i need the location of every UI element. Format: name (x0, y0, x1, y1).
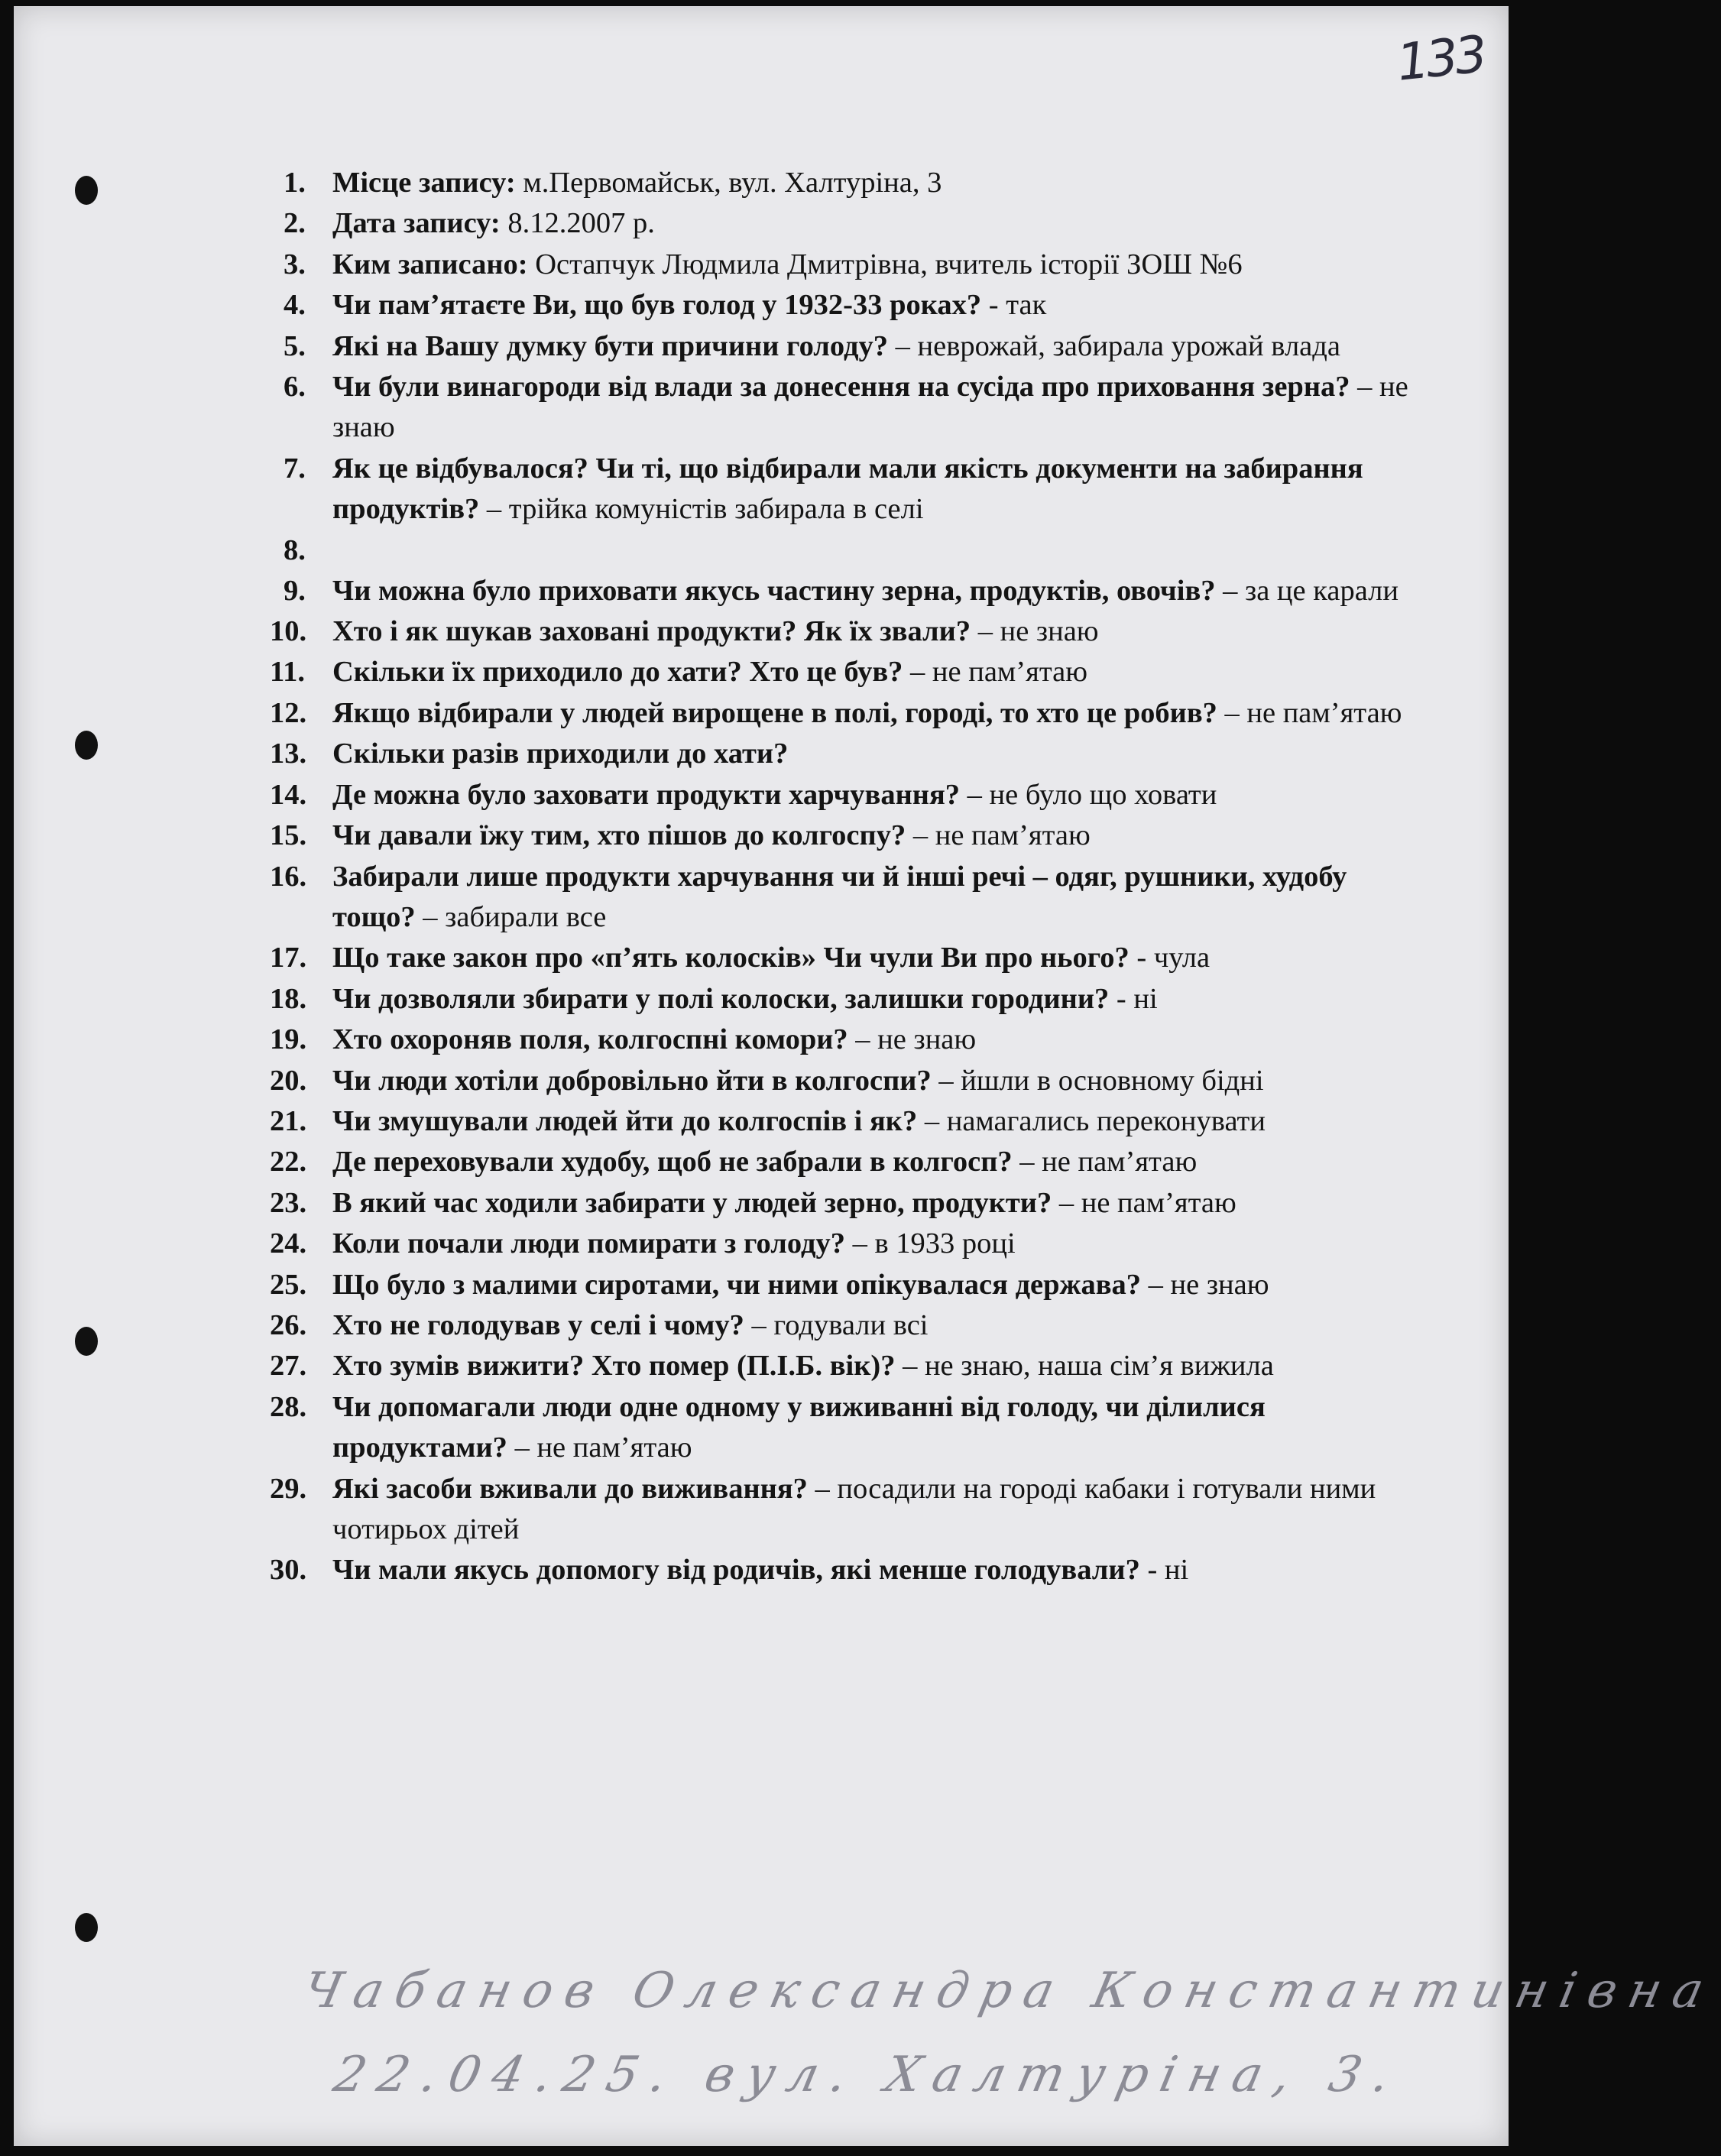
question-number: 12. (270, 696, 307, 729)
question-text: Місце запису: (332, 167, 516, 199)
question-number: 8. (284, 533, 306, 566)
question-number: 17. (270, 942, 307, 974)
question-text: Де переховували худобу, щоб не забрали в колгосп? (332, 1146, 1013, 1179)
question-text: Чи давали їжу тим, хто пішов до колгоспу? (332, 819, 906, 852)
question-item (270, 1305, 1416, 1346)
answer-text: – не знаю, наша сім’я вижила (895, 1350, 1274, 1383)
question-number: 5. (284, 329, 306, 362)
question-item (270, 652, 1416, 692)
question-item (270, 1020, 1416, 1060)
question-item (270, 775, 1416, 815)
question-text: Коли почали люди помирати з голоду? (332, 1227, 845, 1260)
question-number: 15. (270, 819, 307, 852)
question-text: В який час ходили забирати у людей зерно, продукти? (332, 1186, 1052, 1219)
question-text: Дата запису: (332, 207, 501, 240)
question-number: 28. (270, 1390, 307, 1423)
question-item (270, 530, 1416, 571)
question-number: 21. (270, 1104, 307, 1137)
question-item (270, 1142, 1416, 1182)
answer-text: – не знаю (1141, 1268, 1269, 1301)
question-item (270, 571, 1416, 611)
question-number: 13. (270, 738, 307, 770)
question-text: Скільки їх приходило до хати? Хто це був? (332, 656, 903, 689)
answer-text: - ні (1109, 982, 1158, 1015)
answer-text: – не пам’ятаю (903, 656, 1087, 689)
question-number: 14. (270, 778, 307, 811)
question-item (270, 203, 1416, 244)
answer-text: – не знаю (848, 1023, 977, 1056)
question-text: Чи можна було приховати якусь частину зерна, продуктів, овочів? (332, 574, 1216, 607)
answer-text: – за це карали (1215, 574, 1399, 607)
question-text: Хто і як шукав заховані продукти? Як їх звали? (332, 615, 971, 648)
question-item (270, 1101, 1416, 1142)
answer-text: – не було що ховати (960, 778, 1217, 811)
question-item (270, 1265, 1416, 1305)
answer-text: - так (981, 289, 1047, 322)
answer-text: - ні (1139, 1554, 1189, 1587)
answer-text: – не пам’ятаю (1052, 1186, 1236, 1219)
question-text: Хто охороняв поля, колгоспні комори? (332, 1023, 848, 1056)
question-number: 2. (284, 207, 306, 240)
answer-text: м.Первомайськ, вул. Халтуріна, 3 (515, 167, 942, 199)
answer-text: – намагались переконувати (917, 1104, 1266, 1137)
question-number: 3. (284, 248, 306, 280)
answer-text: – йшли в основному бідні (931, 1064, 1264, 1097)
question-text: Що таке закон про «п’ять колосків» Чи чули Ви про нього? (332, 942, 1130, 974)
question-number: 20. (270, 1064, 307, 1097)
question-item (270, 938, 1416, 978)
punch-hole (75, 731, 98, 760)
question-item (270, 1387, 1416, 1469)
question-number: 25. (270, 1268, 307, 1301)
question-item (270, 857, 1416, 939)
answer-text: – трійка комуністів забирала в селі (479, 493, 924, 526)
question-item (270, 693, 1416, 734)
punch-hole (75, 1913, 98, 1942)
question-item (270, 1550, 1416, 1590)
punch-hole (75, 176, 98, 205)
question-number: 6. (284, 371, 306, 404)
question-number: 24. (270, 1227, 307, 1260)
question-text: Чи люди хотіли добровільно йти в колгоспи? (332, 1064, 932, 1097)
question-item (270, 1224, 1416, 1264)
question-number: 16. (270, 860, 307, 893)
question-number: 1. (284, 167, 306, 199)
question-number: 19. (270, 1023, 307, 1056)
question-number: 30. (270, 1554, 307, 1587)
question-number: 26. (270, 1308, 307, 1341)
answer-text: – годували всі (744, 1308, 929, 1341)
handwritten-signature (298, 1963, 1721, 2138)
answer-text: – не знаю (332, 371, 1408, 444)
question-text: Чи змушували людей йти до колгоспів і як? (332, 1104, 918, 1137)
question-text: Чи допомагали люди одне одному у виживанні від голоду, чи ділилися продуктами? (332, 1390, 1266, 1464)
question-item (270, 815, 1416, 856)
answer-text: – не пам’ятаю (906, 819, 1091, 852)
question-text: Які засоби вживали до виживання? (332, 1472, 808, 1505)
question-number: 4. (284, 289, 306, 322)
question-item (270, 734, 1416, 774)
answer-text: 8.12.2007 р. (500, 207, 655, 240)
answer-text: – в 1933 році (844, 1227, 1016, 1260)
question-item (270, 449, 1416, 530)
answer-text: – посадили на городі кабаки і готували ними чотирьох дітей (332, 1472, 1376, 1545)
question-text: Чи були винагороди від влади за донесення на сусіда про приховання зерна? (332, 371, 1350, 404)
question-item (270, 611, 1416, 652)
page-number: 133 (1394, 24, 1487, 92)
question-item (270, 285, 1416, 326)
signature-date-address: 22.04.25. вул. Халтуріна, 3. (329, 2047, 1408, 2103)
question-text: Скільки разів приходили до хати? (332, 738, 789, 770)
question-number: 22. (270, 1146, 307, 1179)
question-item (270, 245, 1416, 285)
question-text: Забирали лише продукти харчування чи й інші речі – одяг, рушники, худобу тощо? (332, 860, 1347, 933)
answer-text: – не пам’ятаю (1217, 696, 1402, 729)
question-text: Хто зумів вижити? Хто помер (П.І.Б. вік)? (332, 1350, 896, 1383)
question-number: 11. (270, 656, 306, 689)
answer-text: – забирали все (415, 900, 607, 933)
question-text: Чи дозволяли збирати у полі колоски, залишки городини? (332, 982, 1110, 1015)
question-number: 27. (270, 1350, 307, 1383)
question-item (270, 979, 1416, 1020)
punch-hole (75, 1327, 98, 1356)
answer-text: – не знаю (971, 615, 1099, 648)
question-text: Якщо відбирали у людей вирощене в полі, городі, то хто це робив? (332, 696, 1217, 729)
question-text: Де можна було заховати продукти харчування? (332, 778, 961, 811)
question-text: Що було з малими сиротами, чи ними опікувалася держава? (332, 1268, 1142, 1301)
question-item (270, 1469, 1416, 1551)
question-number: 29. (270, 1472, 307, 1505)
question-text: Чи пам’ятаєте Ви, що був голод у 1932-33 роках? (332, 289, 982, 322)
signature-name: Чабанов Олександра Константинівна (298, 1963, 1721, 2019)
question-text: Як це відбувалося? Чи ті, що відбирали мали якість документи на забирання продуктів? (332, 452, 1363, 526)
question-number: 9. (284, 574, 306, 607)
question-text: Ким записано: (332, 248, 528, 280)
question-text: Хто не голодував у селі і чому? (332, 1308, 744, 1341)
question-number: 23. (270, 1186, 307, 1219)
question-item (270, 163, 1416, 203)
document-page (14, 6, 1721, 2146)
answer-text: – неврожай, забирала урожай влада (888, 329, 1340, 362)
question-text: Які на Вашу думку бути причини голоду? (332, 329, 889, 362)
questionnaire-list (270, 163, 1416, 1591)
answer-text: – не пам’ятаю (1012, 1146, 1198, 1179)
question-item (270, 367, 1416, 449)
answer-text: - чула (1129, 942, 1211, 974)
question-item (270, 1346, 1416, 1386)
answer-text: Остапчук Людмила Дмитрівна, вчитель історії ЗОШ №6 (527, 248, 1243, 280)
question-number: 18. (270, 982, 307, 1015)
question-item (270, 1183, 1416, 1224)
answer-text: – не пам’ятаю (507, 1431, 692, 1464)
question-item (270, 1061, 1416, 1101)
question-number: 10. (270, 615, 307, 648)
question-item (270, 326, 1416, 367)
question-number: 7. (284, 452, 306, 485)
question-text: Чи мали якусь допомогу від родичів, які менше голодували? (332, 1554, 1140, 1587)
